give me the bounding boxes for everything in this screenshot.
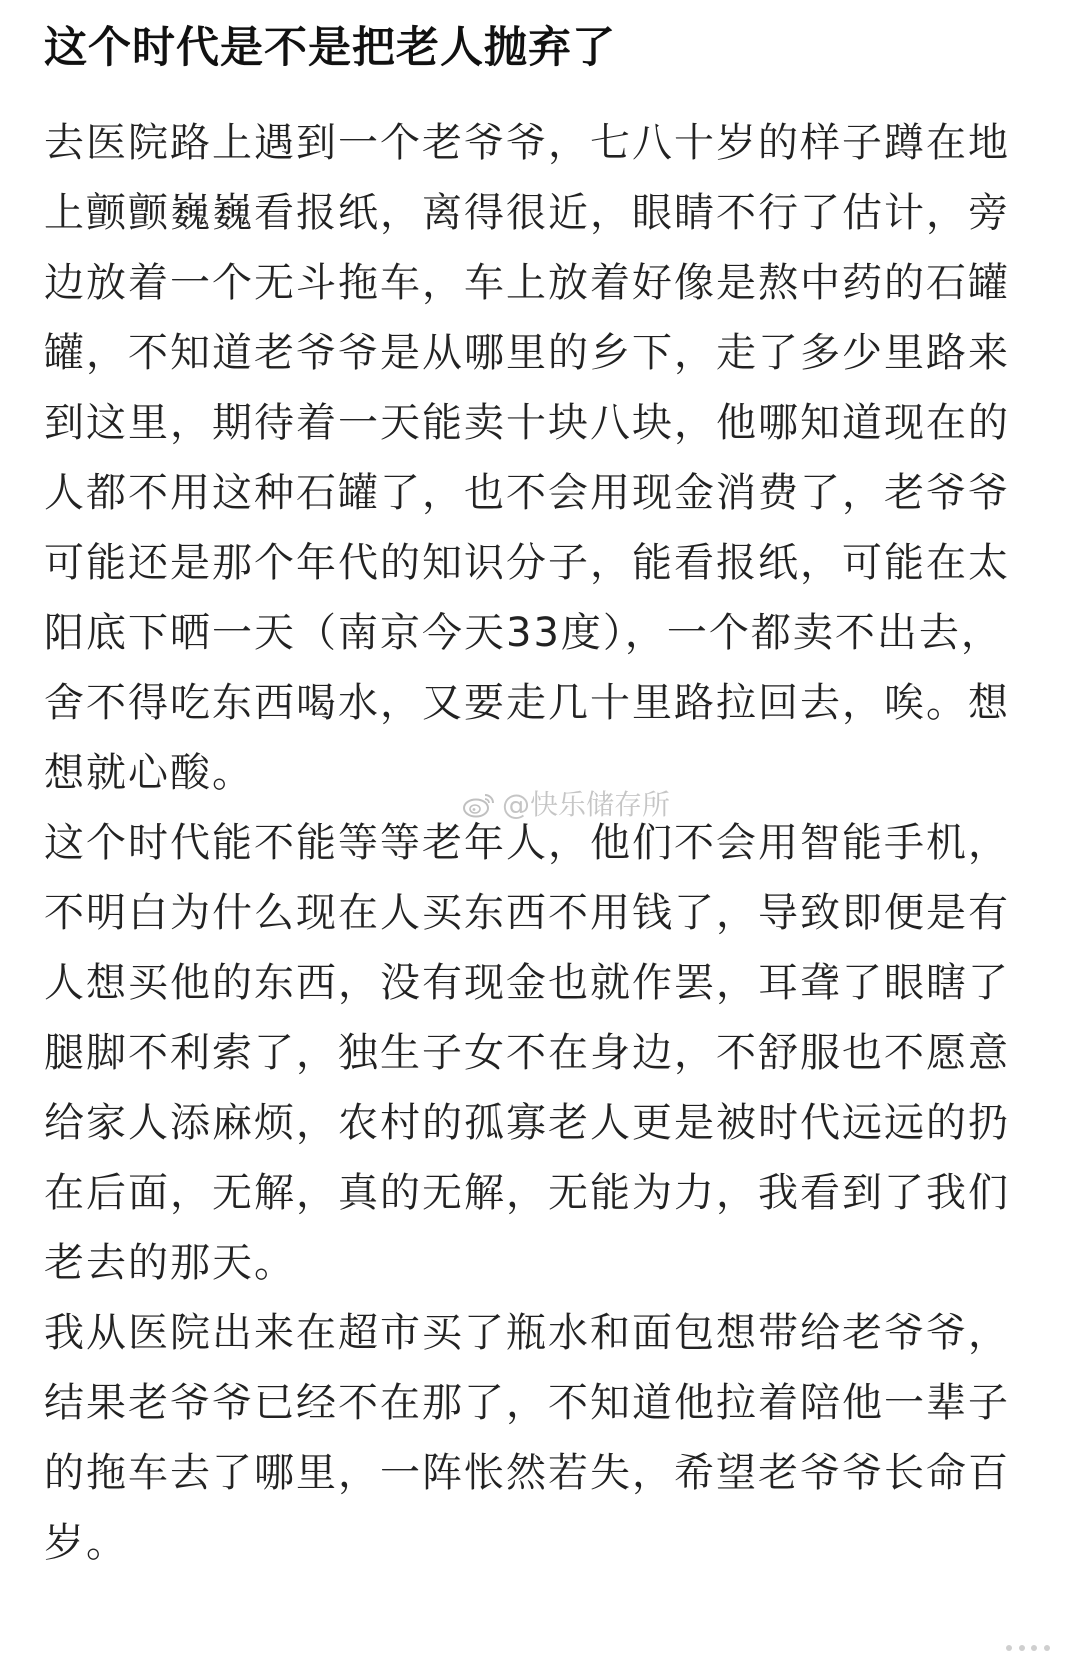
post-paragraph-3: 我从医院出来在超市买了瓶水和面包想带给老爷爷，结果老爷爷已经不在那了，不知道他拉着陪他一辈子的拖车去了哪里，一阵怅然若失，希望老爷爷长命百岁。 xyxy=(44,1310,1010,1566)
post-paragraph-1: 去医院路上遇到一个老爷爷，七八十岁的样子蹲在地上颤颤巍巍看报纸，离得很近，眼睛不行了估计，旁边放着一个无斗拖车，车上放着好像是熬中药的石罐罐，不知道老爷爷是从哪里的乡下，走了多少里路来到这里，期待着一天能卖十块八块，他哪知道现在的人都不用这种石罐了，也不会用现金消费了，老爷爷可能还是那个年代的知识分子，能看报纸，可能在太阳底下晒一天（南京今天33度），一个都卖不出去，舍不得吃东西喝水，又要走几十里路拉回去，唉。想想就心酸。 xyxy=(44,120,1010,796)
post xyxy=(44,0,1036,1578)
post-body xyxy=(44,108,1036,1578)
post-paragraph-2: 这个时代能不能等等老年人，他们不会用智能手机，不明白为什么现在人买东西不用钱了，导致即便是有人想买他的东西，没有现金也就作罢，耳聋了眼瞎了腿脚不利索了，独生子女不在身边，不舒服也不愿意给家人添麻烦，农村的孤寡老人更是被时代远远的扔在后面，无解，真的无解，无能为力，我看到了我们老去的那天。 xyxy=(44,820,1010,1286)
watermark-text: @快乐储存所 xyxy=(502,788,671,821)
post-title: 这个时代是不是把老人抛弃了 xyxy=(44,23,616,73)
more-dots-icon xyxy=(1006,1644,1050,1652)
